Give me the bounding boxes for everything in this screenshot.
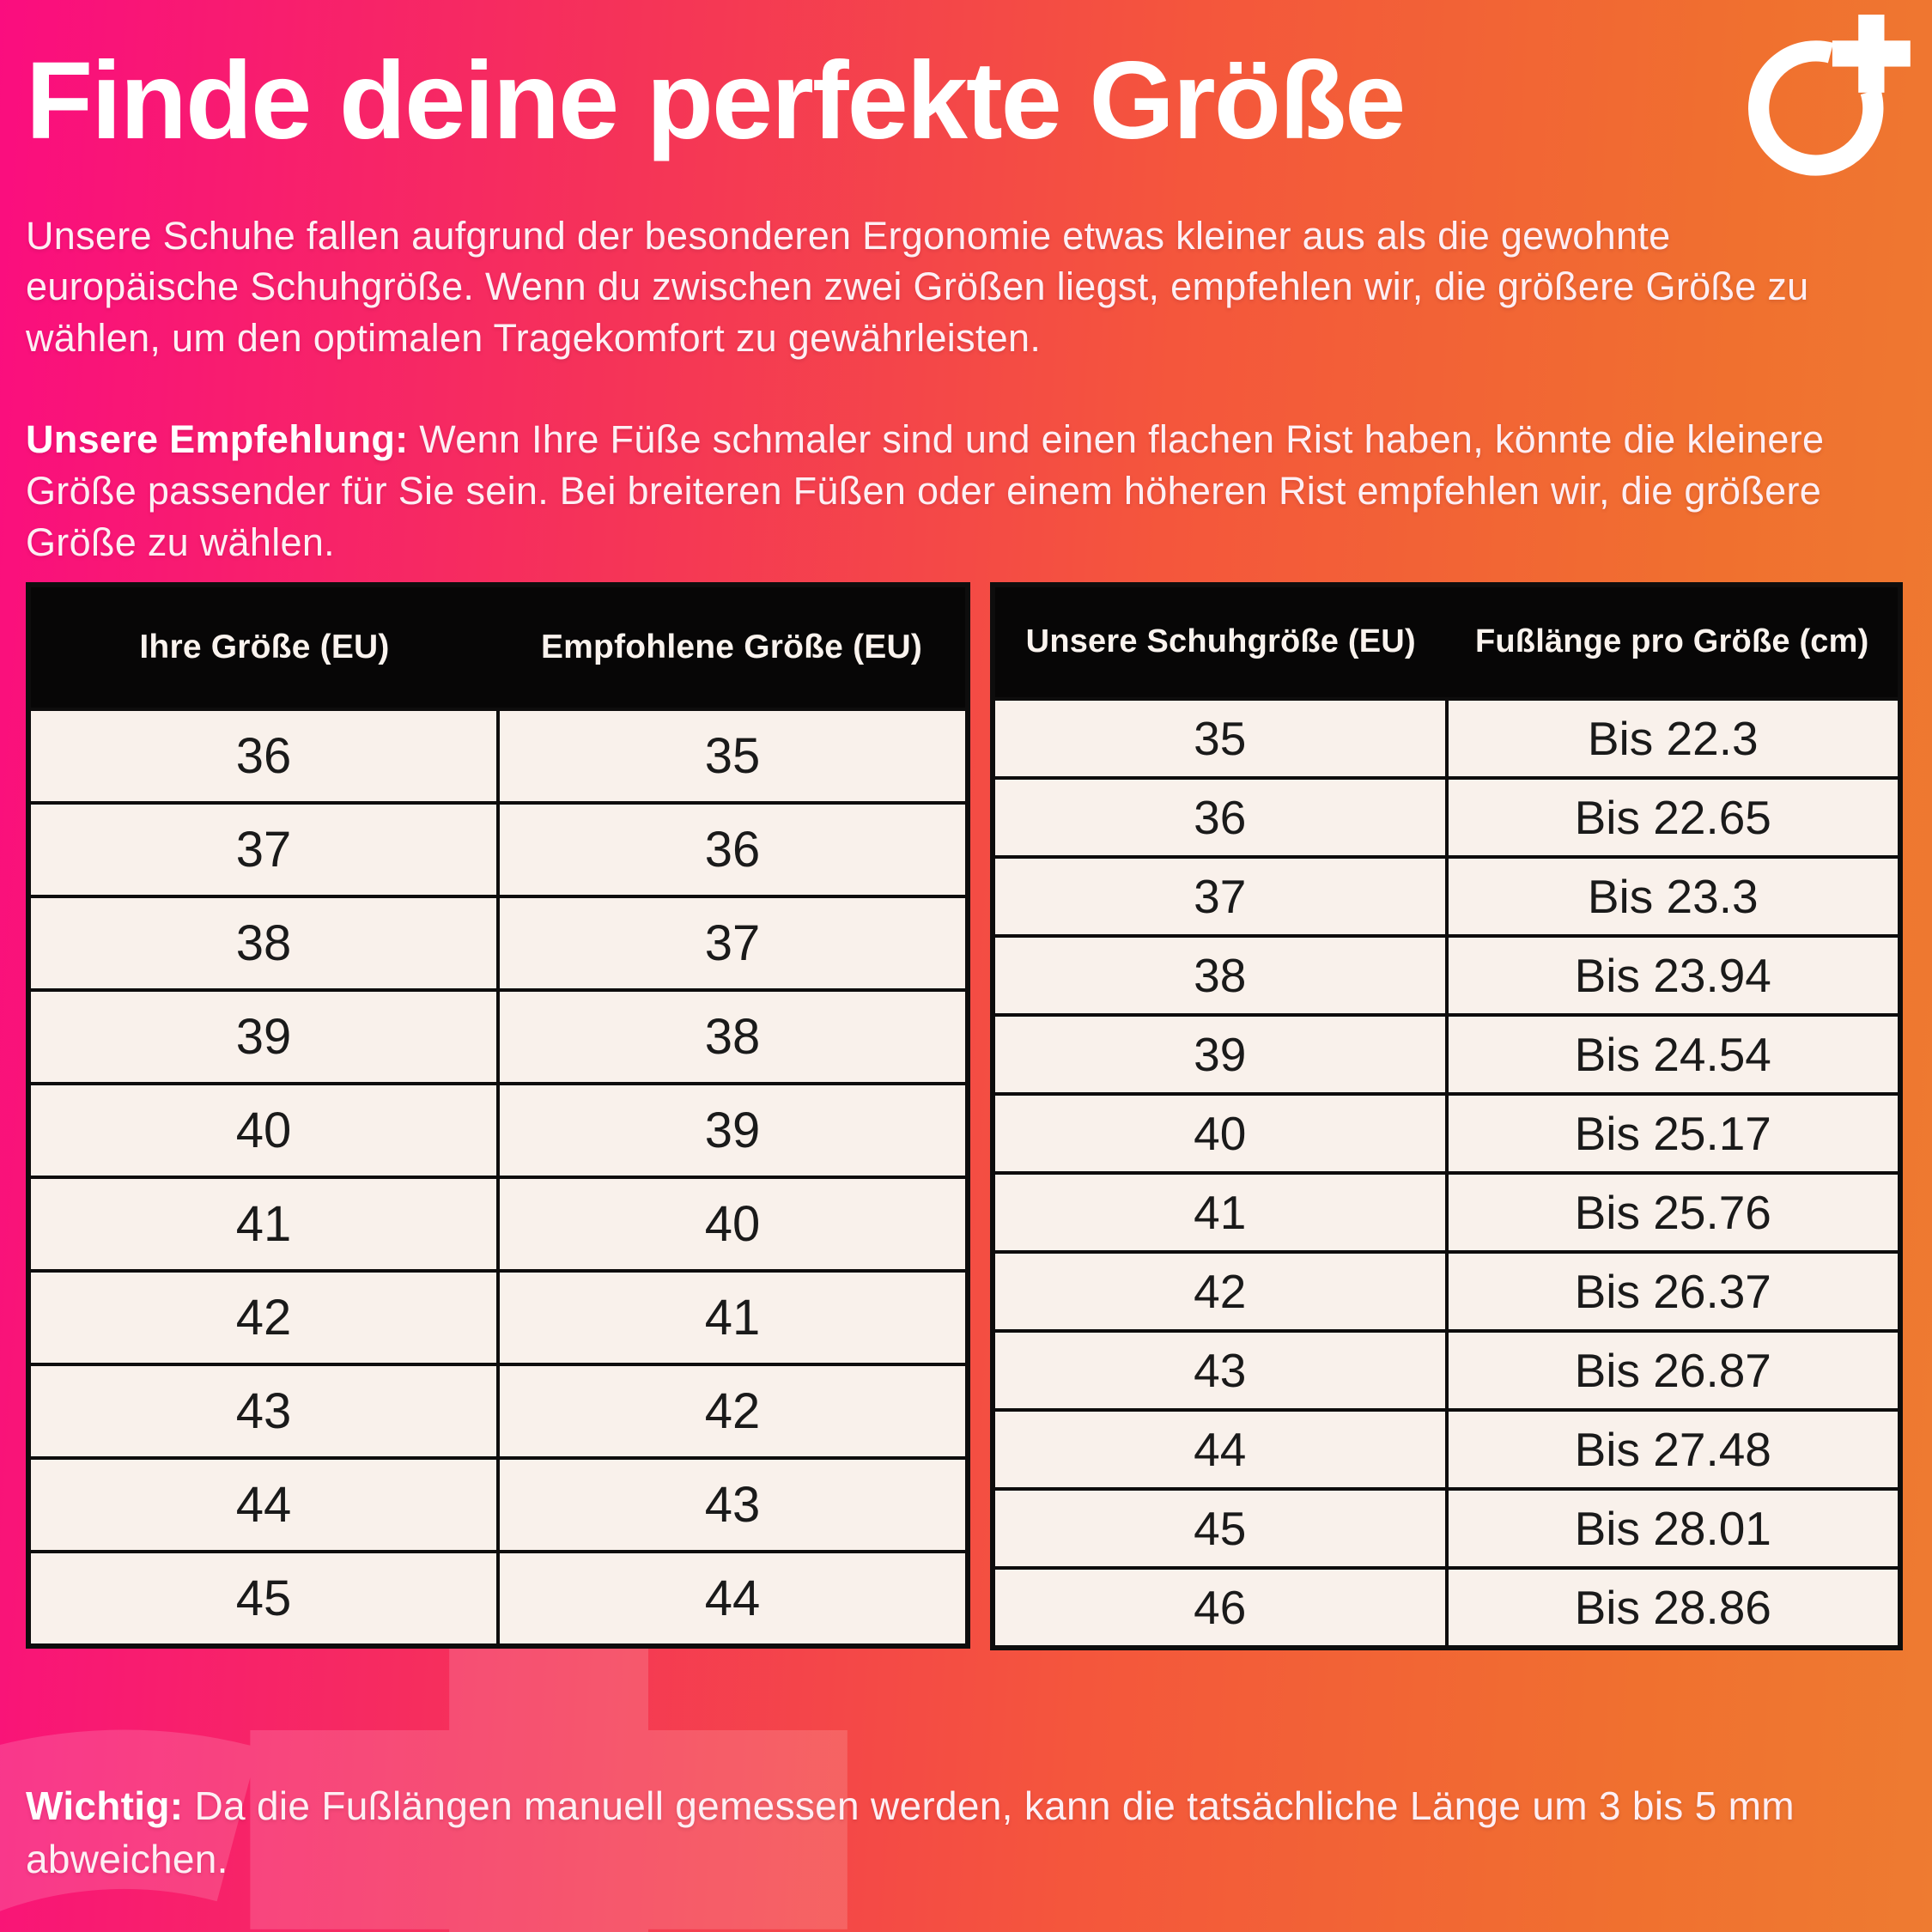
table-cell: Bis 25.17: [1447, 1094, 1901, 1173]
table-cell: 41: [28, 1177, 498, 1271]
circle-plus-logo-icon: [1741, 12, 1932, 203]
table-row: [28, 990, 968, 1084]
table-cell: 40: [28, 1084, 498, 1177]
table-row: [993, 1173, 1900, 1252]
table-row: [993, 1410, 1900, 1489]
table-row: [993, 1331, 1900, 1410]
column-header-our-shoe-size: Unsere Schuhgröße (EU): [993, 585, 1447, 699]
table-cell: 44: [993, 1410, 1447, 1489]
table-cell: Bis 28.01: [1447, 1489, 1901, 1568]
table-cell: 39: [498, 1084, 968, 1177]
table-cell: 37: [498, 896, 968, 990]
table-header-row: [993, 585, 1900, 699]
column-header-recommended-size: Empfohlene Größe (EU): [498, 585, 968, 709]
table-row: [993, 936, 1900, 1015]
table-row: [993, 778, 1900, 857]
important-note-label: Wichtig:: [26, 1783, 184, 1828]
table-row: [28, 709, 968, 803]
table-cell: Bis 28.86: [1447, 1568, 1901, 1648]
table-cell: Bis 26.37: [1447, 1252, 1901, 1331]
table-cell: 43: [993, 1331, 1447, 1410]
recommendation-label: Unsere Empfehlung:: [26, 417, 409, 462]
table-row: [28, 1271, 968, 1364]
table-row: [993, 1489, 1900, 1568]
recommendation-text: [26, 414, 1893, 568]
table-row: [993, 699, 1900, 778]
table-row: [993, 857, 1900, 936]
table-row: [28, 1458, 968, 1552]
table-cell: 43: [28, 1364, 498, 1458]
table-row: [28, 1084, 968, 1177]
table-cell: 35: [498, 709, 968, 803]
table-cell: 37: [28, 803, 498, 896]
table-cell: 42: [28, 1271, 498, 1364]
table-cell: Bis 22.3: [1447, 699, 1901, 778]
table-cell: Bis 22.65: [1447, 778, 1901, 857]
table-cell: 44: [28, 1458, 498, 1552]
table-row: [993, 1252, 1900, 1331]
table-cell: 42: [993, 1252, 1447, 1331]
table-cell: 35: [993, 699, 1447, 778]
table-cell: 43: [498, 1458, 968, 1552]
table-cell: 39: [28, 990, 498, 1084]
important-note: [26, 1779, 1880, 1886]
size-conversion-table: [26, 582, 970, 1649]
table-row: [28, 1364, 968, 1458]
table-cell: 36: [498, 803, 968, 896]
table-cell: 40: [993, 1094, 1447, 1173]
table-cell: 39: [993, 1015, 1447, 1094]
table-row: [28, 896, 968, 990]
table-cell: Bis 23.94: [1447, 936, 1901, 1015]
table-cell: 41: [993, 1173, 1447, 1252]
table-cell: 44: [498, 1552, 968, 1646]
table-cell: Bis 25.76: [1447, 1173, 1901, 1252]
table-cell: 46: [993, 1568, 1447, 1648]
table-cell: 36: [28, 709, 498, 803]
table-row: [993, 1568, 1900, 1648]
recommendation-body: Wenn Ihre Füße schmaler sind und einen flachen Rist haben, könnte die kleinere Größe passender für Sie sein. Bei breiteren Füßen oder einem höheren Rist empfehlen wir, die größere Größe zu wählen.: [26, 417, 1825, 564]
table-cell: 37: [993, 857, 1447, 936]
intro-text: Unsere Schuhe fallen aufgrund der besonderen Ergonomie etwas kleiner aus als die gewohnte europäische Schuhgröße. Wenn du zwischen zwei Größen liegst, empfehlen wir, die größere Größe zu wählen, um den optimalen Tragekomfort zu gewährleisten.: [26, 213, 1809, 361]
table-cell: 45: [28, 1552, 498, 1646]
column-header-foot-length: Fußlänge pro Größe (cm): [1447, 585, 1901, 699]
table-cell: 38: [28, 896, 498, 990]
table-cell: Bis 27.48: [1447, 1410, 1901, 1489]
table-row: [28, 803, 968, 896]
table-cell: Bis 26.87: [1447, 1331, 1901, 1410]
table-row: [28, 1552, 968, 1646]
table-row: [993, 1094, 1900, 1173]
table-row: [28, 1177, 968, 1271]
foot-length-table: [990, 582, 1903, 1650]
table-cell: 38: [993, 936, 1447, 1015]
table-row: [993, 1015, 1900, 1094]
important-note-body: Da die Fußlängen manuell gemessen werden, kann die tatsächliche Länge um 3 bis 5 mm abweichen.: [26, 1783, 1795, 1881]
table-cell: 45: [993, 1489, 1447, 1568]
table-cell: 40: [498, 1177, 968, 1271]
table-cell: Bis 23.3: [1447, 857, 1901, 936]
table-cell: 42: [498, 1364, 968, 1458]
table-cell: 36: [993, 778, 1447, 857]
content: [0, 39, 1932, 1886]
table-cell: 38: [498, 990, 968, 1084]
table-cell: 41: [498, 1271, 968, 1364]
tables-row: [26, 582, 1903, 1650]
table-cell: Bis 24.54: [1447, 1015, 1901, 1094]
page-title: Finde deine perfekte Größe: [26, 39, 1405, 162]
column-header-your-size: Ihre Größe (EU): [28, 585, 498, 709]
table-header-row: [28, 585, 968, 709]
